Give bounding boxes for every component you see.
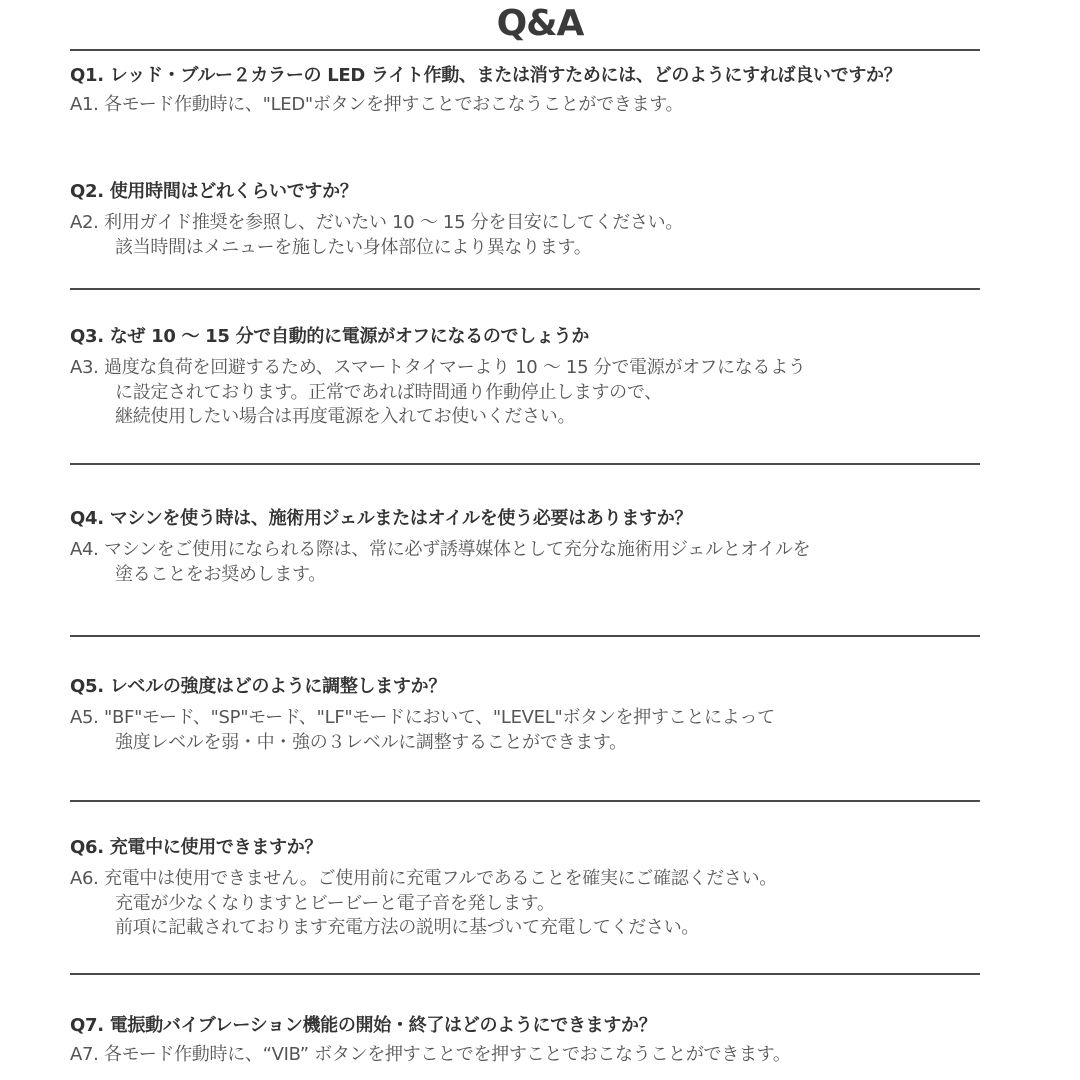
faq-item-4	[70, 506, 1010, 587]
faq-answer-line: 前項に記載されております充電方法の説明に基づいて充電してください。	[115, 917, 700, 938]
faq-answer-line: A4. マシンをご使用になられる際は、常に必ず誘導媒体として充分な施術用ジェルとオイルを	[70, 539, 811, 560]
faq-answer-line: A7. 各モード作動時に、“VIB” ボタンを押すことでを押すことでおこなうことができます。	[70, 1044, 791, 1065]
faq-item-1	[70, 63, 1010, 118]
faq-answer-line: A6. 充電中は使用できません。ご使用前に充電フルであることを確実にご確認ください。	[70, 868, 777, 889]
faq-question: Q3. なぜ 10 ～ 15 分で自動的に電源がオフになるのでしょうか	[70, 326, 590, 347]
faq-answer-line: A5. "BF"モード、"SP"モード、"LF"モードにおいて、"LEVEL"ボタンを押すことによって	[70, 707, 775, 728]
faq-answer	[70, 538, 1010, 587]
page-title: Q&A	[496, 3, 584, 44]
faq-answer	[70, 356, 1010, 430]
faq-item-5	[70, 674, 1010, 755]
faq-answer	[70, 93, 1010, 118]
section-divider	[70, 973, 980, 975]
faq-question: Q7. 電振動バイブレーション機能の開始・終了はどのようにできますか？	[70, 1015, 657, 1036]
faq-item-3	[70, 324, 1010, 430]
faq-answer	[70, 706, 1010, 755]
section-divider	[70, 635, 980, 637]
faq-answer-line: 塗ることをお奨めします。	[115, 563, 326, 585]
faq-answer-line: 継続使用したい場合は再度電源を入れてお使いください。	[115, 406, 576, 427]
faq-answer	[70, 867, 1010, 941]
title-divider	[70, 49, 980, 51]
faq-item-2	[70, 179, 1010, 260]
faq-answer-line: 充電が少なくなりますとビービーと電子音を発します。	[115, 892, 555, 914]
faq-answer-line: A2. 利用ガイド推奨を参照し、だいたい 10 ～ 15 分を目安にしてください。	[70, 212, 684, 233]
faq-item-6	[70, 835, 1010, 941]
faq-question: Q6. 充電中に使用できますか？	[70, 837, 323, 858]
faq-question: Q5. レベルの強度はどのように調整しますか？	[70, 676, 447, 697]
faq-answer	[70, 211, 1010, 260]
faq-answer-line: に設定されております。正常であれば時間通り作動停止しますので、	[115, 381, 662, 403]
faq-question: Q4. マシンを使う時は、施術用ジェルまたはオイルを使う必要はありますか？	[70, 508, 693, 529]
faq-item-7	[70, 1013, 1010, 1068]
faq-answer-line: A1. 各モード作動時に、"LED"ボタンを押すことでおこなうことができます。	[70, 94, 684, 115]
faq-answer-line: A3. 過度な負荷を回避するため、スマートタイマーより 10 ～ 15 分で電源がオフになるよう	[70, 357, 806, 378]
faq-question: Q2. 使用時間はどれくらいですか？	[70, 181, 358, 202]
section-divider	[70, 463, 980, 465]
faq-answer-line: 強度レベルを弱・中・強の３レベルに調整することができます。	[115, 731, 627, 753]
faq-answer-line: 該当時間はメニューを施したい身体部位により異なります。	[115, 236, 592, 258]
section-divider	[70, 288, 980, 290]
faq-question: Q1. レッド・ブルー２カラーの LED ライト作動、または消すためには、どのようにすれば良いですか？	[70, 65, 902, 86]
faq-answer	[70, 1043, 1010, 1068]
section-divider	[70, 800, 980, 802]
